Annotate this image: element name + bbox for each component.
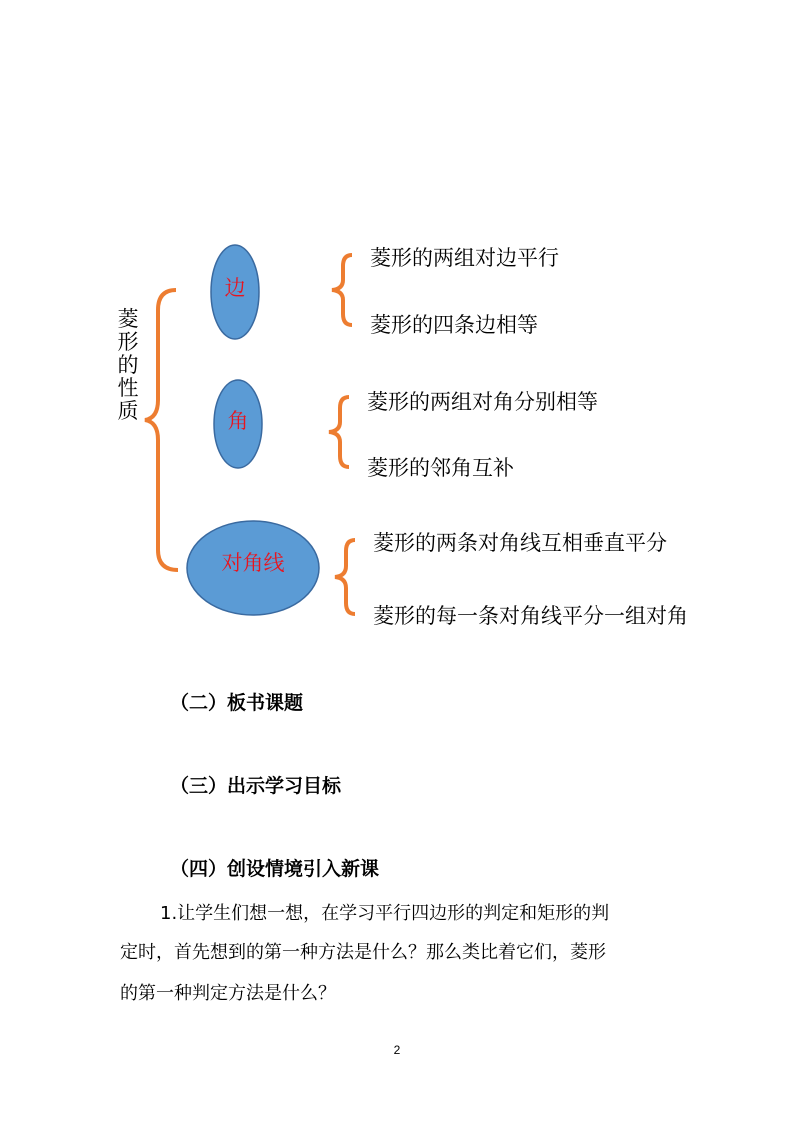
edge-item-2: 菱形的四条边相等 — [370, 313, 538, 337]
node-label-edge: 边 — [224, 276, 246, 300]
root-char: 的 — [117, 353, 139, 377]
root-char: 质 — [117, 399, 139, 423]
heading-3: （三）出示学习目标 — [170, 775, 342, 797]
root-label — [113, 308, 143, 423]
paragraph-line-2: 定时，首先想到的第一种方法是什么？那么类比着它们，菱形 — [120, 942, 606, 963]
heading-2: （二）板书课题 — [170, 692, 304, 714]
paragraph-line-3: 的第一种判定方法是什么？ — [120, 983, 336, 1004]
node-label-diagonal: 对角线 — [221, 551, 285, 575]
brace-angle — [329, 397, 349, 467]
angle-item-2: 菱形的邻角互补 — [367, 456, 514, 480]
diagonal-item-2: 菱形的每一条对角线平分一组对角 — [373, 604, 688, 628]
page-number: 2 — [393, 1043, 401, 1057]
paragraph-line-1: 1.让学生们想一想，在学习平行四边形的判定和矩形的判 — [160, 903, 610, 924]
node-label-angle: 角 — [227, 409, 249, 433]
main-brace — [145, 290, 178, 570]
heading-4: （四）创设情境引入新课 — [170, 858, 380, 880]
root-char: 菱 — [117, 307, 139, 331]
root-char: 性 — [117, 376, 139, 400]
brace-edge — [332, 255, 352, 325]
root-char: 形 — [117, 330, 139, 354]
brace-diagonal — [335, 540, 355, 614]
diagonal-item-1: 菱形的两条对角线互相垂直平分 — [373, 531, 667, 555]
angle-item-1: 菱形的两组对角分别相等 — [367, 390, 598, 414]
edge-item-1: 菱形的两组对边平行 — [370, 246, 559, 270]
